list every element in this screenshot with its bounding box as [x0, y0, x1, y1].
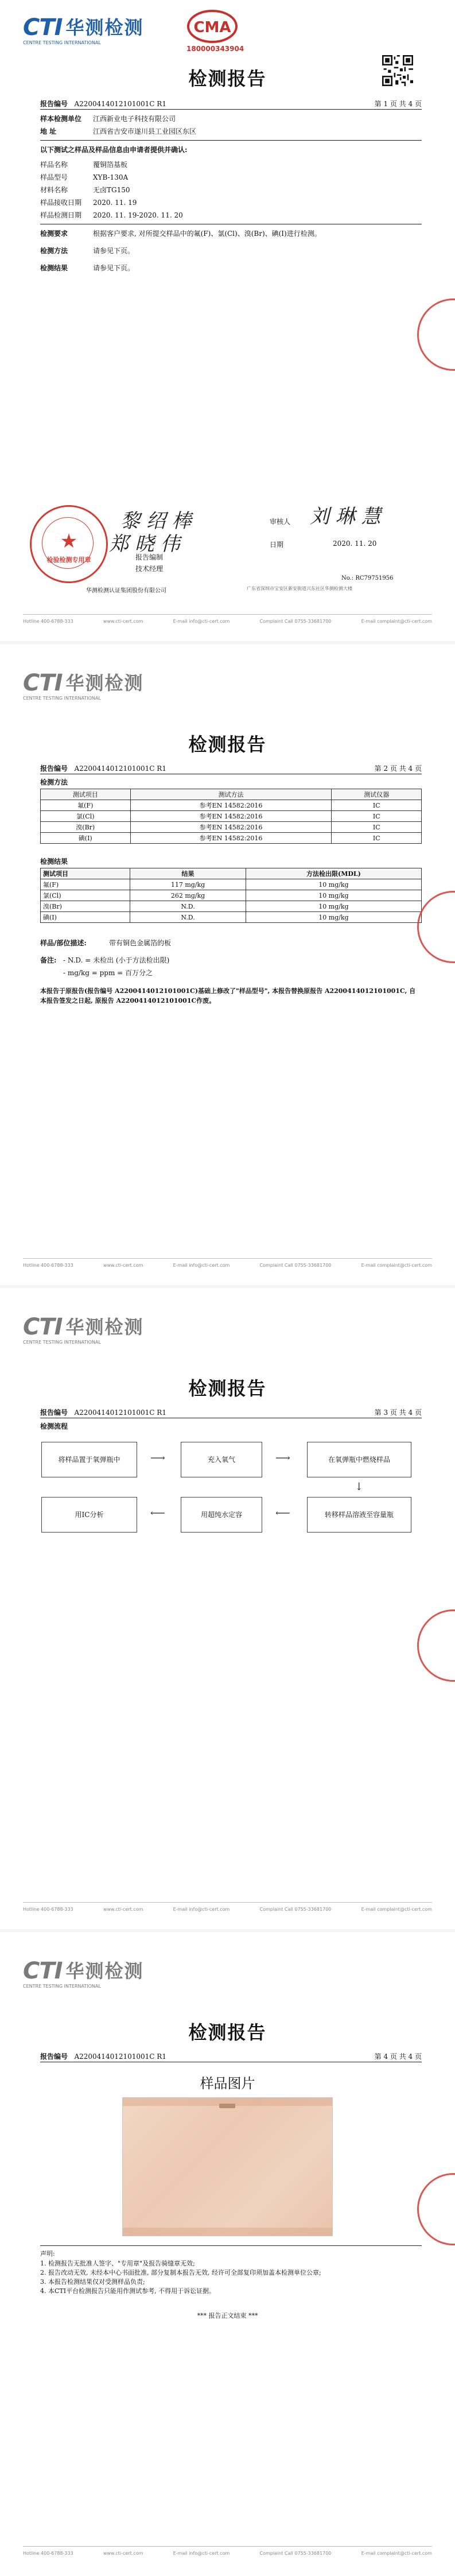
signature-author: 黎 绍 棒: [120, 510, 192, 533]
sample-description: 样品/部位描述: 带有铜色金属箔的板: [40, 939, 172, 947]
sign-title-reviewer: 技术经理: [135, 565, 164, 573]
flow-step: 充入氧气: [181, 1442, 262, 1477]
page-seal-icon: [417, 298, 455, 371]
signature-reviewer: 郑 晓 伟: [109, 533, 180, 556]
flow-step: 用超纯水定容: [181, 1497, 262, 1533]
flow-section-title: 检测流程: [40, 1422, 68, 1430]
svg-text:CMA: CMA: [193, 19, 231, 36]
logo-letters: CTI: [23, 14, 63, 41]
sample-photo: [122, 2097, 333, 2236]
cert-number: No.: RC79751956: [341, 575, 394, 581]
company-seal: ★ 检验检测专用章: [30, 505, 108, 583]
page-seal-icon: [417, 891, 455, 963]
lab-address: 广东省深圳市宝安区新安街道兴东社区华测检测大楼: [247, 586, 352, 591]
cma-mark: [186, 9, 244, 53]
revision-statement: 本报告于原报告(报告编号 A2200414012101001C)基础上修改了"样品型号", 本报告替换原报告 A2200414012101001C, 自本报告签发之日起, 原报告 A2200414012101001C作废。: [40, 987, 416, 1004]
cti-logo: [23, 16, 144, 39]
sample-row: 样品检测日期 2020. 11. 19-2020. 11. 20: [40, 211, 183, 219]
sample-row: 样品型号 XYB-130A: [40, 173, 129, 181]
cti-logo: CTI 华测检测: [23, 1314, 144, 1340]
flow-step: 转移样品溶液至容量瓶: [307, 1497, 411, 1533]
table-row: 氟(F) 117 mg/kg 10 mg/kg: [41, 879, 422, 890]
flow-step: 在氧弹瓶中燃烧样品: [307, 1442, 411, 1477]
arrow-right-icon: ⟶: [275, 1452, 290, 1464]
end-of-report: *** 报告正文结束 ***: [197, 2312, 258, 2319]
table-row: 氯(Cl) 参考EN 14582:2016 IC: [41, 811, 422, 822]
cma-logo-icon: [186, 9, 238, 44]
client-info: [40, 112, 422, 138]
table-row: 溴(Br) N.D. 10 mg/kg: [41, 901, 422, 912]
report-title: 检测报告: [188, 68, 267, 90]
client-row: 样本检测单位 江西新业电子科技有限公司: [40, 115, 176, 123]
page-number: 第 4 页 共 4 页: [374, 2053, 422, 2061]
report-title: 检测报告: [188, 2022, 267, 2043]
report-no: A2200414012101001C R1: [74, 100, 166, 108]
report-title: 检测报告: [188, 734, 267, 755]
test-requirement: 检测要求 根据客户要求, 对所提交样品中的氟(F)、氯(Cl)、溴(Br)、碘(I)进行检测。: [40, 230, 321, 238]
result-section-title: 检测结果: [40, 856, 422, 868]
photo-title: 样品图片: [200, 2075, 255, 2092]
logo-subtitle: CENTRE TESTING INTERNATIONAL: [23, 40, 101, 45]
logo-subtitle: CENTRE TESTING INTERNATIONAL: [23, 1340, 101, 1345]
divider: [40, 2245, 422, 2246]
table-row: 氟(F) 参考EN 14582:2016 IC: [41, 800, 422, 811]
logo-subtitle: CENTRE TESTING INTERNATIONAL: [23, 1984, 101, 1989]
table-header-row: 测试项目 测试方法 测试仪器: [41, 789, 422, 800]
cti-logo: CTI 华测检测: [23, 1958, 144, 1984]
list-item: 1. 检测报告无批准人签字、"专用章"及报告骑缝章无效;: [40, 2260, 195, 2267]
sign-title-author: 报告编制: [135, 553, 164, 561]
page-number: 第 3 页 共 4 页: [374, 1409, 422, 1417]
list-item: 2. 报告改动无效, 未经本中心书面批准, 部分复制本报告无效, 经许可全部复印须加盖本检测单位公章;: [40, 2269, 321, 2276]
declarations: [40, 2259, 422, 2296]
declaration-label: 声明:: [40, 2250, 55, 2257]
date-label: 日期: [270, 541, 284, 549]
table-row: 碘(I) N.D. 10 mg/kg: [41, 912, 422, 923]
arrow-left-icon: ⟵: [150, 1507, 165, 1519]
method-section-title: 检测方法: [40, 777, 422, 789]
method-table: [40, 789, 422, 844]
arrow-right-icon: ⟶: [150, 1452, 165, 1464]
result-table: [40, 868, 422, 923]
logo-hanzi: 华测检测: [65, 17, 144, 38]
flow-step: 将样品置于氧弹瓶中: [41, 1442, 137, 1477]
sample-section-heading: 以下测试之样品及样品信息由申请者提供并确认:: [40, 146, 188, 154]
report-page-4: CTI 华测检测 CENTRE TESTING INTERNATIONAL 检测报告 报告编号 A2200414012101001C R1 第 4 页 共 4 页 样品图片 声明: 1. 检测报告无批准人签字、"专用章"及报告骑缝章无效; 2. 报告改动无效, 未经本中心书面批准, 部分复制本报告无效, 经许可全部复印须加盖本检测单位公章; 3. 本报告检测结果仅对受测样品负责; 4. 本CTI平台检测报告只能用作测试参考, 不得用于诉讼证据。 *** 报告正文结束 *** Hotline 400-6788-333 www.cti-cert.com E-mail info@cti-cert.com Complaint Call 0755-33681700 E-mail complaint@cti-cert.com: [0, 1932, 455, 2576]
arrow-down-icon: ↓: [355, 1481, 364, 1493]
report-title: 检测报告: [188, 1378, 267, 1399]
list-item: 4. 本CTI平台检测报告只能用作测试参考, 不得用于诉讼证据。: [40, 2287, 216, 2295]
page-seal-icon: [417, 2173, 455, 2245]
signature-approver: 刘 琳 慧: [310, 505, 381, 528]
logo-subtitle: CENTRE TESTING INTERNATIONAL: [23, 696, 101, 701]
table-header-row: 测试项目 结果 方法检出限(MDL): [41, 868, 422, 879]
sign-date: 2020. 11. 20: [333, 540, 377, 548]
sample-row: 样品接收日期 2020. 11. 19: [40, 199, 137, 207]
company-line: 华测检测认证集团股份有限公司: [86, 588, 166, 594]
table-row: 溴(Br) 参考EN 14582:2016 IC: [41, 822, 422, 833]
sample-info: [40, 158, 422, 222]
divider: [40, 109, 422, 110]
approver-label: 审核人: [270, 518, 291, 526]
report-page-2: CTI 华测检测 CENTRE TESTING INTERNATIONAL 检测报告 报告编号 A2200414012101001C R1 第 2 页 共 4 页 检测方法 测试项目 测试方法 测试仪器 氟(F) 参考EN 14582:2016 IC 氯(Cl) 参考EN 14582:2016 IC 溴(Br) 参考EN 14582:2016 IC 碘(I) 参考EN 14582:2016 IC 检测结果 测试项目 结果 方法检出限(MDL) 氟(F) 117 mg/kg 10 mg/kg 氯(Cl) 262 mg/kg 10 mg/kg 溴(Br) N.D. 10 mg/kg 碘(I) N.D. 10 mg/kg 样品/部位描述: 带有铜色金属箔的板 备注: - N.D. = 未检出 (小于方法检出限) - mg/kg = ppm = 百万分之 本报告于原报告(报告编号 A2200414012101001C)基础上修改了"样品型号", 本报告替换原报告 A2200414012101001C, 自本报告签发之日起, 原报告 A2200414012101001C作废。 Hotline 400-6788-333 www.cti-cert.com E-mail info@cti-cert.com Complaint Call 0755-33681700 E-mail complaint@cti-cert.com: [0, 644, 455, 1288]
arrow-left-icon: ⟵: [275, 1507, 290, 1519]
report-page-1: CTI 华测检测 CENTRE TESTING INTERNATIONAL CMA 180000343904 检测报告 报告编号 A2200414012101001C R1 第 1 页 共 4 页 样本检测单位 江西新业电子科技有限公司 地 址 江西省吉安市遂川县工业园区东区 以下测试之样品及样品信息由申请者提供并确认: 样品名称 覆铜箔基板 样品型号 XYB-130A 材料名称 无卤TG150 样品接收日期 2020. 11. 19 样品检测日期 2020. 11. 19-2020. 11. 20 检测要求 根据客户要求, 对所提交样品中的氟(F)、氯(Cl)、溴(Br)、碘(I)进行检测。 检测方法 请参见下页。 检测结果 请参见下页。 黎 绍 棒 郑 晓 伟 报告编制 技术经理 审核人 刘 琳 慧 日期 2020. 11. 20 No.: RC79751956 广东省深圳市宝安区新安街道兴东社区华测检测大楼 华测检测认证集团股份有限公司 ★ 检验检测专用章 Hotline 400-6788-333 www.cti-cert.com E-mail info@cti-cert.com Complaint Call 0755-33681700 E-mail complaint@cti-cert.com: [0, 0, 455, 644]
page-number: 第 1 页 共 4 页: [374, 100, 422, 108]
page-seal-icon: [417, 1609, 455, 1682]
sample-row: 材料名称 无卤TG150: [40, 186, 130, 194]
divider: [40, 140, 422, 141]
cma-number: 180000343904: [186, 45, 244, 53]
page-number: 第 2 页 共 4 页: [374, 765, 422, 773]
report-page-3: CTI 华测检测 CENTRE TESTING INTERNATIONAL 检测报告 报告编号 A2200414012101001C R1 第 3 页 共 4 页 检测流程 将样品置于氧弹瓶中 ⟶ 充入氧气 ⟶ 在氧弹瓶中燃烧样品 ↓ 转移样品溶液至容量瓶 ⟵ 用超纯水定容 ⟵ 用IC分析 Hotline 400-6788-333 www.cti-cert.com E-mail info@cti-cert.com Complaint Call 0755-33681700 E-mail complaint@cti-cert.com: [0, 1288, 455, 1932]
sample-row: 样品名称 覆铜箔基板: [40, 161, 128, 169]
star-icon: ★: [60, 530, 78, 553]
flow-step: 用IC分析: [41, 1497, 137, 1533]
cti-logo: CTI 华测检测: [23, 670, 144, 696]
list-item: 3. 本报告检测结果仅对受测样品负责;: [40, 2278, 145, 2286]
report-no-label: 报告编号: [40, 100, 68, 108]
table-row: 碘(I) 参考EN 14582:2016 IC: [41, 833, 422, 844]
test-method: 检测方法 请参见下页。: [40, 247, 135, 255]
notes: 备注: - N.D. = 未检出 (小于方法检出限) - mg/kg = ppm = 百万分之: [40, 956, 170, 977]
table-row: 氯(Cl) 262 mg/kg 10 mg/kg: [41, 890, 422, 901]
test-result: 检测结果 请参见下页。: [40, 264, 135, 272]
client-row: 地 址 江西省吉安市遂川县工业园区东区: [40, 127, 197, 135]
